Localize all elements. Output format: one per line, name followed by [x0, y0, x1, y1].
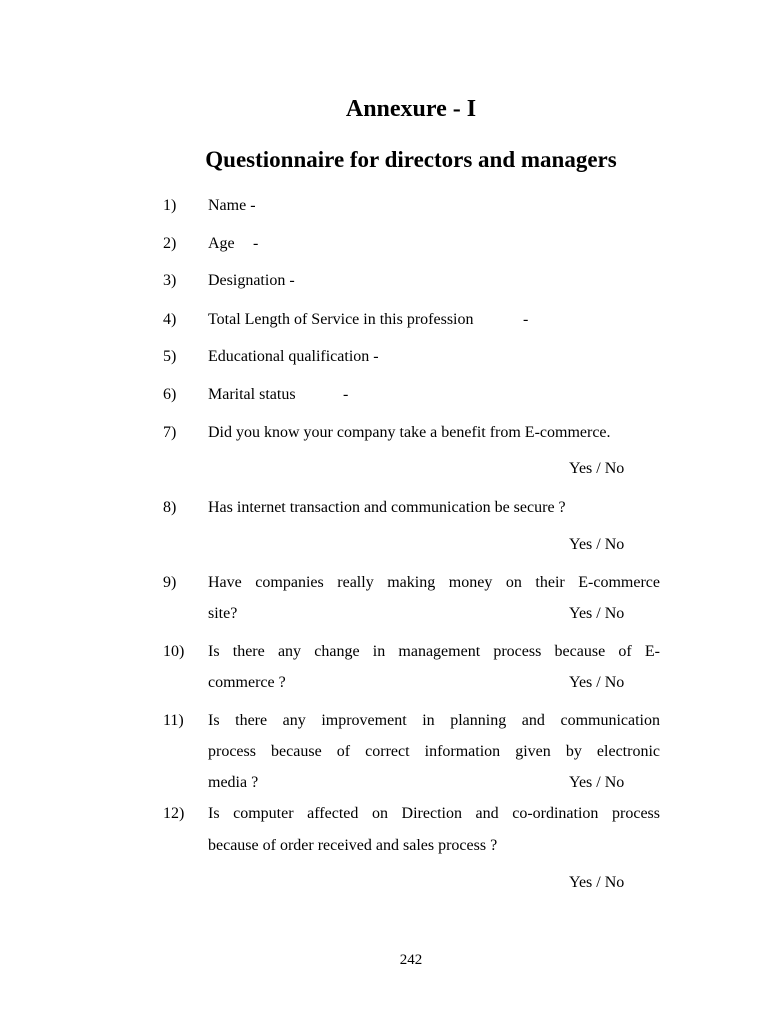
question-number: 11): [163, 712, 184, 729]
page-number: 242: [399, 952, 423, 968]
question-number: 5): [163, 348, 177, 365]
question-number: 1): [163, 197, 177, 214]
question-text: media ?: [208, 774, 259, 791]
answer-option: Yes / No: [569, 774, 625, 791]
question-text: process because of correct information given by electronic: [208, 743, 660, 760]
question-number: 10): [163, 643, 185, 660]
page-subtitle: Questionnaire for directors and managers: [205, 147, 617, 172]
question-number: 8): [163, 499, 177, 516]
question-text: because of order received and sales process ?: [208, 837, 498, 854]
question-number: 4): [163, 311, 177, 328]
question-text: site?: [208, 605, 238, 622]
question-text: Age: [208, 235, 235, 252]
answer-option: Yes / No: [569, 460, 625, 477]
question-text: Did you know your company take a benefit from E-commerce.: [208, 424, 611, 441]
question-text: Designation -: [208, 272, 295, 289]
question-number: 3): [163, 272, 177, 289]
question-number: 6): [163, 386, 177, 403]
answer-option: Yes / No: [569, 874, 625, 891]
question-text: Is computer affected on Direction and co-ordination process: [208, 805, 660, 822]
question-number: 9): [163, 574, 177, 591]
question-text: Has internet transaction and communication be secure ?: [208, 499, 566, 516]
question-text: Is there any change in management process because of E-: [208, 643, 660, 660]
answer-option: Yes / No: [569, 605, 625, 622]
page-title: Annexure - I: [345, 96, 477, 122]
question-text: Is there any improvement in planning and communication: [208, 712, 660, 729]
answer-option: Yes / No: [569, 536, 625, 553]
question-number: 2): [163, 235, 177, 252]
question-number: 7): [163, 424, 177, 441]
question-text: Have companies really making money on their E-commerce: [208, 574, 660, 591]
question-text: Name -: [208, 197, 256, 214]
answer-option: Yes / No: [569, 674, 625, 691]
question-dash: -: [343, 386, 349, 403]
question-dash: -: [253, 235, 259, 252]
question-text: commerce ?: [208, 674, 286, 691]
question-text: Marital status: [208, 386, 296, 403]
question-text: Total Length of Service in this profession: [208, 311, 474, 328]
question-dash: -: [523, 311, 529, 328]
question-number: 12): [163, 805, 185, 822]
question-text: Educational qualification -: [208, 348, 379, 365]
